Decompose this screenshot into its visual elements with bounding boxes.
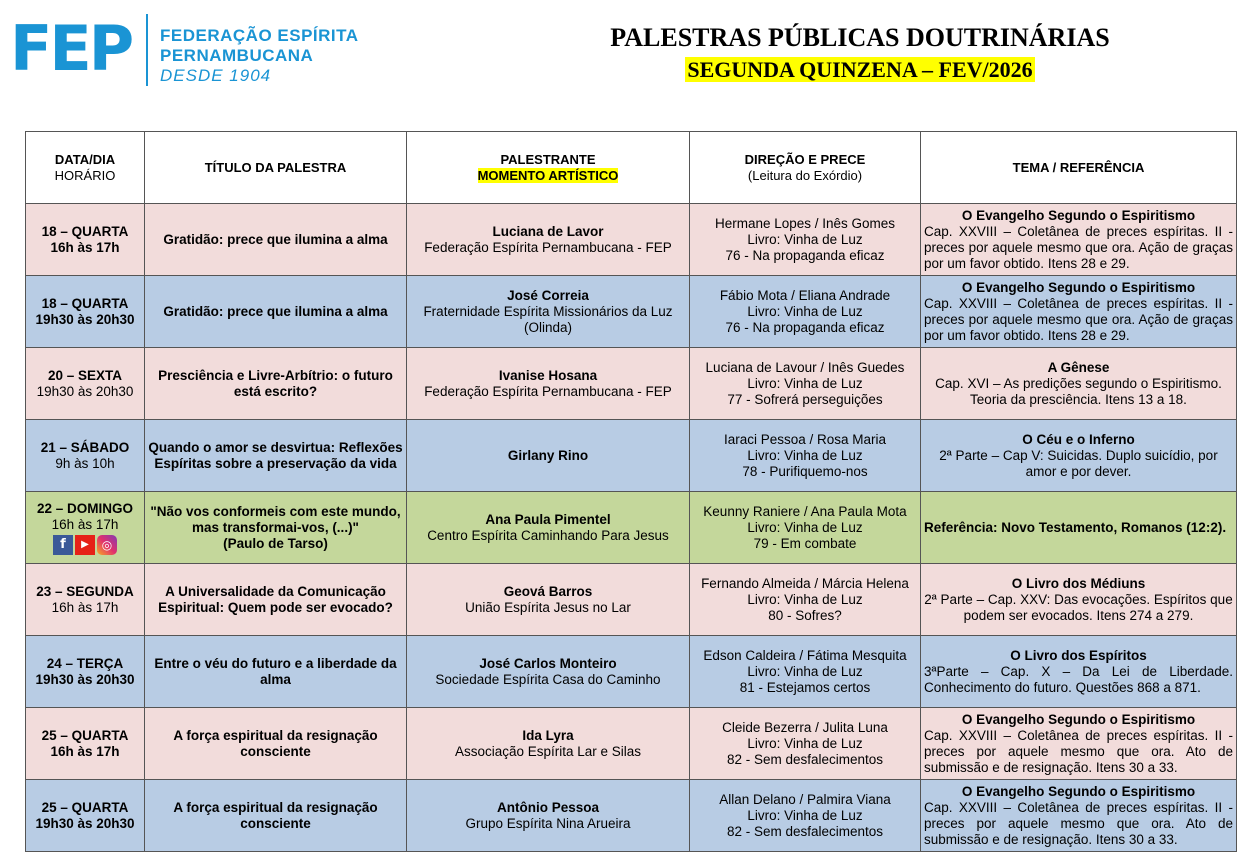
theme-cell bbox=[921, 204, 1237, 276]
time-label: 19h30 às 20h30 bbox=[36, 383, 134, 399]
day-label: 21 – SÁBADO bbox=[40, 439, 130, 455]
day-label: 25 – QUARTA bbox=[41, 727, 129, 743]
col-artistic-label: MOMENTO ARTÍSTICO bbox=[477, 167, 619, 183]
direction-names: Cleide Bezerra / Julita Luna bbox=[722, 719, 888, 735]
time-label: 16h às 17h bbox=[51, 599, 119, 615]
table-row bbox=[26, 708, 1237, 780]
day-label: 24 – TERÇA bbox=[46, 655, 124, 671]
direction-names: Allan Delano / Palmira Viana bbox=[719, 791, 891, 807]
table-row bbox=[26, 564, 1237, 636]
talk-title-cell bbox=[145, 420, 407, 492]
book-chapter: 82 - Sem desfalecimentos bbox=[726, 751, 884, 767]
page-heading bbox=[540, 22, 1180, 84]
date-cell bbox=[26, 564, 145, 636]
theme-title: O Céu e o Inferno bbox=[1022, 431, 1135, 447]
fep-logo bbox=[10, 14, 370, 90]
col-speaker-label: PALESTRANTE bbox=[500, 151, 596, 167]
talk-title-author: (Paulo de Tarso) bbox=[223, 535, 328, 551]
theme-title: O Livro dos Espíritos bbox=[1010, 647, 1147, 663]
org-line-2: PERNAMBUCANA bbox=[160, 46, 314, 65]
date-cell bbox=[26, 420, 145, 492]
day-label: 23 – SEGUNDA bbox=[36, 583, 134, 599]
theme-title: A Gênese bbox=[1047, 359, 1110, 375]
theme-cell bbox=[921, 708, 1237, 780]
direction-names: Fábio Mota / Eliana Andrade bbox=[719, 287, 891, 303]
speaker-org: Grupo Espírita Nina Arueira bbox=[465, 815, 631, 831]
speaker-org: Federação Espírita Pernambucana - FEP bbox=[424, 239, 672, 255]
facebook-icon[interactable]: f bbox=[53, 535, 73, 555]
time-label: 16h às 17h bbox=[50, 239, 120, 255]
theme-body: 3ªParte – Cap. X – Da Lei de Liberdade. Conhecimento do futuro. Questões 868 a 871. bbox=[924, 663, 1233, 695]
talk-title: Gratidão: prece que ilumina a alma bbox=[163, 303, 388, 319]
speaker-name: Ida Lyra bbox=[522, 727, 574, 743]
time-label: 19h30 às 20h30 bbox=[35, 311, 135, 327]
speaker-cell bbox=[407, 492, 690, 564]
talk-title: Presciência e Livre-Arbítrio: o futuro está escrito? bbox=[158, 367, 393, 399]
speaker-cell bbox=[407, 564, 690, 636]
theme-title: O Livro dos Médiuns bbox=[1011, 575, 1146, 591]
speaker-cell bbox=[407, 204, 690, 276]
time-label: 9h às 10h bbox=[55, 455, 115, 471]
date-cell bbox=[26, 276, 145, 348]
speaker-name: Luciana de Lavor bbox=[492, 223, 604, 239]
book-chapter: 77 - Sofrerá perseguições bbox=[727, 391, 883, 407]
talk-title-cell bbox=[145, 492, 407, 564]
direction-cell bbox=[690, 276, 921, 348]
talk-title: Quando o amor se desvirtua: Reflexões Espíritas sobre a preservação da vida bbox=[148, 439, 403, 471]
direction-cell bbox=[690, 708, 921, 780]
book-label: Livro: Vinha de Luz bbox=[747, 663, 863, 679]
speaker-org: Sociedade Espírita Casa do Caminho bbox=[435, 671, 661, 687]
speaker-cell bbox=[407, 276, 690, 348]
book-chapter: 82 - Sem desfalecimentos bbox=[726, 823, 884, 839]
table-row bbox=[26, 780, 1237, 852]
speaker-cell bbox=[407, 780, 690, 852]
direction-names: Keunny Raniere / Ana Paula Mota bbox=[703, 503, 907, 519]
book-label: Livro: Vinha de Luz bbox=[747, 375, 863, 391]
col-date bbox=[26, 132, 145, 204]
speaker-org: União Espírita Jesus no Lar bbox=[465, 599, 631, 615]
date-cell bbox=[26, 348, 145, 420]
day-label: 20 – SEXTA bbox=[47, 367, 123, 383]
instagram-icon[interactable]: ◎ bbox=[97, 535, 117, 555]
talk-title: Gratidão: prece que ilumina a alma bbox=[163, 231, 388, 247]
table-row bbox=[26, 420, 1237, 492]
page-subtitle: SEGUNDA QUINZENA – FEV/2026 bbox=[687, 57, 1033, 82]
speaker-name: Ivanise Hosana bbox=[498, 367, 598, 383]
speaker-name: José Correia bbox=[507, 287, 589, 303]
book-chapter: 76 - Na propaganda eficaz bbox=[725, 319, 885, 335]
talk-title: A força espiritual da resignação consciente bbox=[173, 799, 378, 831]
page-title: PALESTRAS PÚBLICAS DOUTRINÁRIAS bbox=[610, 23, 1110, 52]
book-label: Livro: Vinha de Luz bbox=[747, 303, 863, 319]
book-chapter: 79 - Em combate bbox=[753, 535, 857, 551]
speaker-org: Centro Espírita Caminhando Para Jesus bbox=[427, 527, 669, 543]
theme-cell bbox=[921, 420, 1237, 492]
table-row bbox=[26, 276, 1237, 348]
theme-body: Cap. XXVIII – Coletânea de preces espíritas. II - preces por aquele mesmo que ora. Ação de graças por um favor obtido. Itens 28 e 29. bbox=[924, 295, 1233, 343]
day-label: 18 – QUARTA bbox=[41, 223, 129, 239]
org-line-1: FEDERAÇÃO ESPÍRITA bbox=[160, 26, 359, 45]
theme-body: Cap. XXVIII – Coletânea de preces espíritas. II - preces por aquele mesmo que ora. Ato de submissão e de resignação. Itens 30 a 33. bbox=[924, 727, 1233, 775]
col-time-label: HORÁRIO bbox=[54, 167, 116, 183]
page-subtitle-wrap bbox=[540, 56, 1180, 84]
col-artistic-label-wrap bbox=[409, 168, 687, 184]
schedule-table bbox=[25, 131, 1237, 852]
col-theme: TEMA / REFERÊNCIA bbox=[921, 132, 1237, 204]
speaker-org: Federação Espírita Pernambucana - FEP bbox=[424, 383, 672, 399]
org-since: DESDE 1904 bbox=[160, 66, 272, 85]
speaker-name: Girlany Rino bbox=[507, 447, 589, 463]
speaker-org: Fraternidade Espírita Missionários da Luz (Olinda) bbox=[423, 303, 673, 335]
direction-cell bbox=[690, 564, 921, 636]
speaker-cell bbox=[407, 708, 690, 780]
direction-cell bbox=[690, 636, 921, 708]
time-label: 16h às 17h bbox=[50, 743, 120, 759]
direction-names: Iaraci Pessoa / Rosa Maria bbox=[723, 431, 887, 447]
direction-cell bbox=[690, 492, 921, 564]
table-row bbox=[26, 636, 1237, 708]
speaker-cell bbox=[407, 636, 690, 708]
speaker-org: Associação Espírita Lar e Silas bbox=[454, 743, 642, 759]
talk-title: Entre o véu do futuro e a liberdade da alma bbox=[154, 655, 397, 687]
theme-title: O Evangelho Segundo o Espiritismo bbox=[961, 711, 1196, 727]
talk-title-cell bbox=[145, 564, 407, 636]
book-label: Livro: Vinha de Luz bbox=[747, 231, 863, 247]
date-cell bbox=[26, 492, 145, 564]
fep-logo-mark: FEP bbox=[10, 12, 132, 85]
theme-body: Cap. XVI – As predições segundo o Espiritismo. Teoria da presciência. Itens 13 a 18. bbox=[935, 375, 1222, 407]
talk-title-cell bbox=[145, 276, 407, 348]
social-icons bbox=[28, 535, 142, 555]
book-label: Livro: Vinha de Luz bbox=[747, 591, 863, 607]
direction-names: Edson Caldeira / Fátima Mesquita bbox=[703, 647, 907, 663]
book-chapter: 81 - Estejamos certos bbox=[739, 679, 871, 695]
theme-title: O Evangelho Segundo o Espiritismo bbox=[961, 783, 1196, 799]
speaker-name: Ana Paula Pimentel bbox=[485, 511, 611, 527]
theme-body: Cap. XXVIII – Coletânea de preces espíritas. II - preces por aquele mesmo que ora. Ação de graças por um favor obtido. Itens 28 e 29. bbox=[924, 223, 1233, 271]
book-label: Livro: Vinha de Luz bbox=[747, 447, 863, 463]
book-label: Livro: Vinha de Luz bbox=[747, 807, 863, 823]
book-label: Livro: Vinha de Luz bbox=[747, 519, 863, 535]
theme-cell bbox=[921, 276, 1237, 348]
book-label: Livro: Vinha de Luz bbox=[747, 735, 863, 751]
speaker-cell bbox=[407, 420, 690, 492]
direction-cell bbox=[690, 204, 921, 276]
table-row bbox=[26, 204, 1237, 276]
book-chapter: 78 - Purifiquemo-nos bbox=[742, 463, 868, 479]
date-cell bbox=[26, 708, 145, 780]
col-direction-label: DIREÇÃO E PRECE bbox=[744, 151, 866, 167]
col-date-label: DATA/DIA bbox=[54, 151, 116, 167]
speaker-name: Antônio Pessoa bbox=[496, 799, 599, 815]
talk-title-cell bbox=[145, 708, 407, 780]
direction-cell bbox=[690, 420, 921, 492]
theme-body: 2ª Parte – Cap V: Suicidas. Duplo suicídio, por amor e por dever. bbox=[939, 447, 1218, 479]
theme-cell bbox=[921, 780, 1237, 852]
talk-title: "Não vos conformeis com este mundo, mas transformai-vos, (...)" bbox=[150, 503, 401, 535]
col-speaker bbox=[407, 132, 690, 204]
table-row bbox=[26, 492, 1237, 564]
talk-title: A força espiritual da resignação consciente bbox=[173, 727, 378, 759]
theme-title: O Evangelho Segundo o Espiritismo bbox=[961, 279, 1196, 295]
theme-cell bbox=[921, 636, 1237, 708]
talk-title-cell bbox=[145, 780, 407, 852]
logo-divider bbox=[146, 14, 148, 86]
theme-body: Referência: Novo Testamento, Romanos (12:2). bbox=[924, 519, 1227, 535]
org-name bbox=[160, 26, 359, 86]
day-label: 18 – QUARTA bbox=[41, 295, 129, 311]
book-chapter: 80 - Sofres? bbox=[768, 607, 842, 623]
date-cell bbox=[26, 204, 145, 276]
book-chapter: 76 - Na propaganda eficaz bbox=[725, 247, 885, 263]
time-label: 16h às 17h bbox=[51, 516, 119, 532]
direction-cell bbox=[690, 348, 921, 420]
talk-title-cell bbox=[145, 348, 407, 420]
talk-title-cell bbox=[145, 636, 407, 708]
theme-cell bbox=[921, 348, 1237, 420]
theme-body: 2ª Parte – Cap. XXV: Das evocações. Espíritos que podem ser evocados. Itens 274 a 279. bbox=[924, 591, 1233, 623]
day-label: 25 – QUARTA bbox=[41, 799, 129, 815]
theme-cell bbox=[921, 564, 1237, 636]
date-cell bbox=[26, 636, 145, 708]
time-label: 19h30 às 20h30 bbox=[35, 671, 135, 687]
talk-title-cell bbox=[145, 204, 407, 276]
col-exordio-label: (Leitura do Exórdio) bbox=[747, 167, 863, 183]
table-header-row bbox=[26, 132, 1237, 204]
youtube-icon[interactable]: ▶ bbox=[75, 535, 95, 555]
day-label: 22 – DOMINGO bbox=[36, 500, 134, 516]
theme-title: O Evangelho Segundo o Espiritismo bbox=[961, 207, 1196, 223]
direction-cell bbox=[690, 780, 921, 852]
direction-names: Luciana de Lavour / Inês Guedes bbox=[705, 359, 905, 375]
direction-names: Fernando Almeida / Márcia Helena bbox=[701, 575, 909, 591]
speaker-cell bbox=[407, 348, 690, 420]
col-title: TÍTULO DA PALESTRA bbox=[145, 132, 407, 204]
theme-cell bbox=[921, 492, 1237, 564]
date-cell bbox=[26, 780, 145, 852]
direction-names: Hermane Lopes / Inês Gomes bbox=[714, 215, 896, 231]
speaker-name: Geová Barros bbox=[503, 583, 593, 599]
theme-body: Cap. XXVIII – Coletânea de preces espíritas. II - preces por aquele mesmo que ora. Ato de submissão e de resignação. Itens 30 a 33. bbox=[924, 799, 1233, 847]
table-row bbox=[26, 348, 1237, 420]
speaker-name: José Carlos Monteiro bbox=[479, 655, 617, 671]
talk-title: A Universalidade da Comunicação Espiritual: Quem pode ser evocado? bbox=[158, 583, 393, 615]
col-direction bbox=[690, 132, 921, 204]
time-label: 19h30 às 20h30 bbox=[35, 815, 135, 831]
